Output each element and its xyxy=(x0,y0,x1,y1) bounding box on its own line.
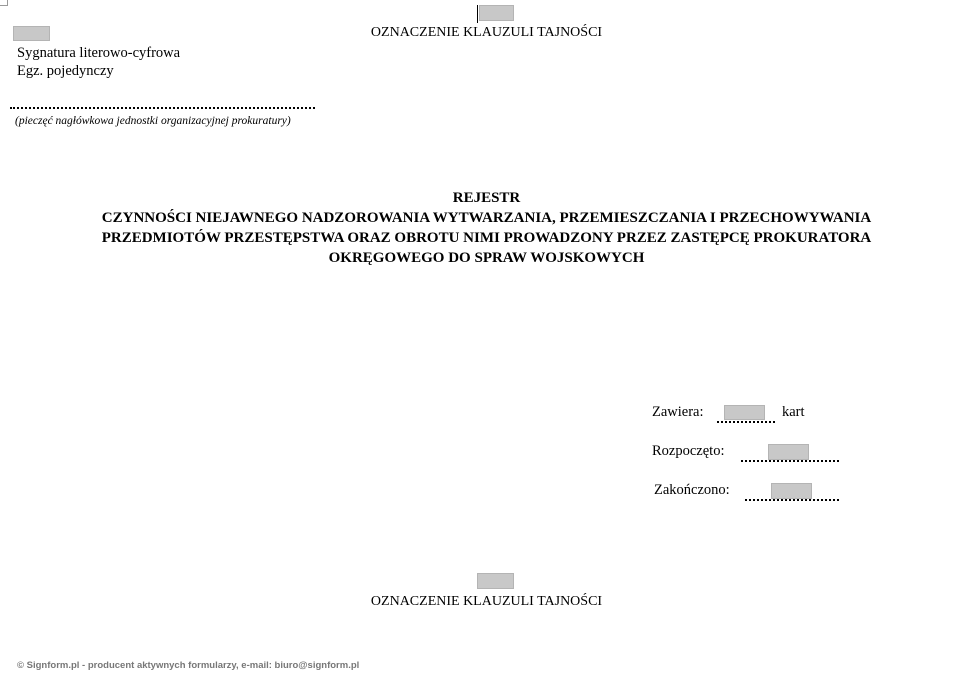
finished-dotted-line xyxy=(745,499,839,501)
copy-label: Egz. pojedynczy xyxy=(17,63,114,79)
title-line-3: PRZEDMIOTÓW PRZESTĘPSTWA ORAZ OBROTU NIMI PROWADZONY PRZEZ ZASTĘPCĘ PROKURATORA xyxy=(101,230,872,246)
top-classification-field[interactable] xyxy=(479,5,514,21)
register-title xyxy=(40,188,933,268)
finished-label: Zakończono: xyxy=(654,482,730,498)
top-classification-label: OZNACZENIE KLAUZULI TAJNOŚCI xyxy=(370,25,603,40)
contains-field[interactable] xyxy=(724,405,765,420)
title-line-1: REJESTR xyxy=(452,190,521,206)
footer-credit: © Signform.pl - producent aktywnych formularzy, e-mail: biuro@signform.pl xyxy=(17,660,360,671)
started-field[interactable] xyxy=(768,444,809,460)
stamp-dotted-line xyxy=(10,107,315,109)
started-dotted-line xyxy=(741,460,839,462)
title-line-2: CZYNNOŚCI NIEJAWNEGO NADZOROWANIA WYTWARZANIA, PRZEMIESZCZANIA I PRZECHOWYWANIA xyxy=(101,210,872,226)
started-label: Rozpoczęto: xyxy=(652,443,725,459)
title-line-4: OKRĘGOWEGO DO SPRAW WOJSKOWYCH xyxy=(328,250,645,266)
finished-field[interactable] xyxy=(771,483,812,499)
signature-field[interactable] xyxy=(13,26,50,41)
text-cursor xyxy=(477,5,478,23)
signature-label: Sygnatura literowo-cyfrowa xyxy=(17,45,181,61)
stamp-caption: (pieczęć nagłówkowa jednostki organizacyjnej prokuratury) xyxy=(15,115,291,127)
pages-unit-label: kart xyxy=(782,404,805,420)
contains-label: Zawiera: xyxy=(652,404,704,420)
bottom-classification-field[interactable] xyxy=(477,573,514,589)
page-corner-marker xyxy=(0,0,8,6)
contains-dotted-line xyxy=(717,421,775,423)
bottom-classification-label: OZNACZENIE KLAUZULI TAJNOŚCI xyxy=(370,594,603,609)
